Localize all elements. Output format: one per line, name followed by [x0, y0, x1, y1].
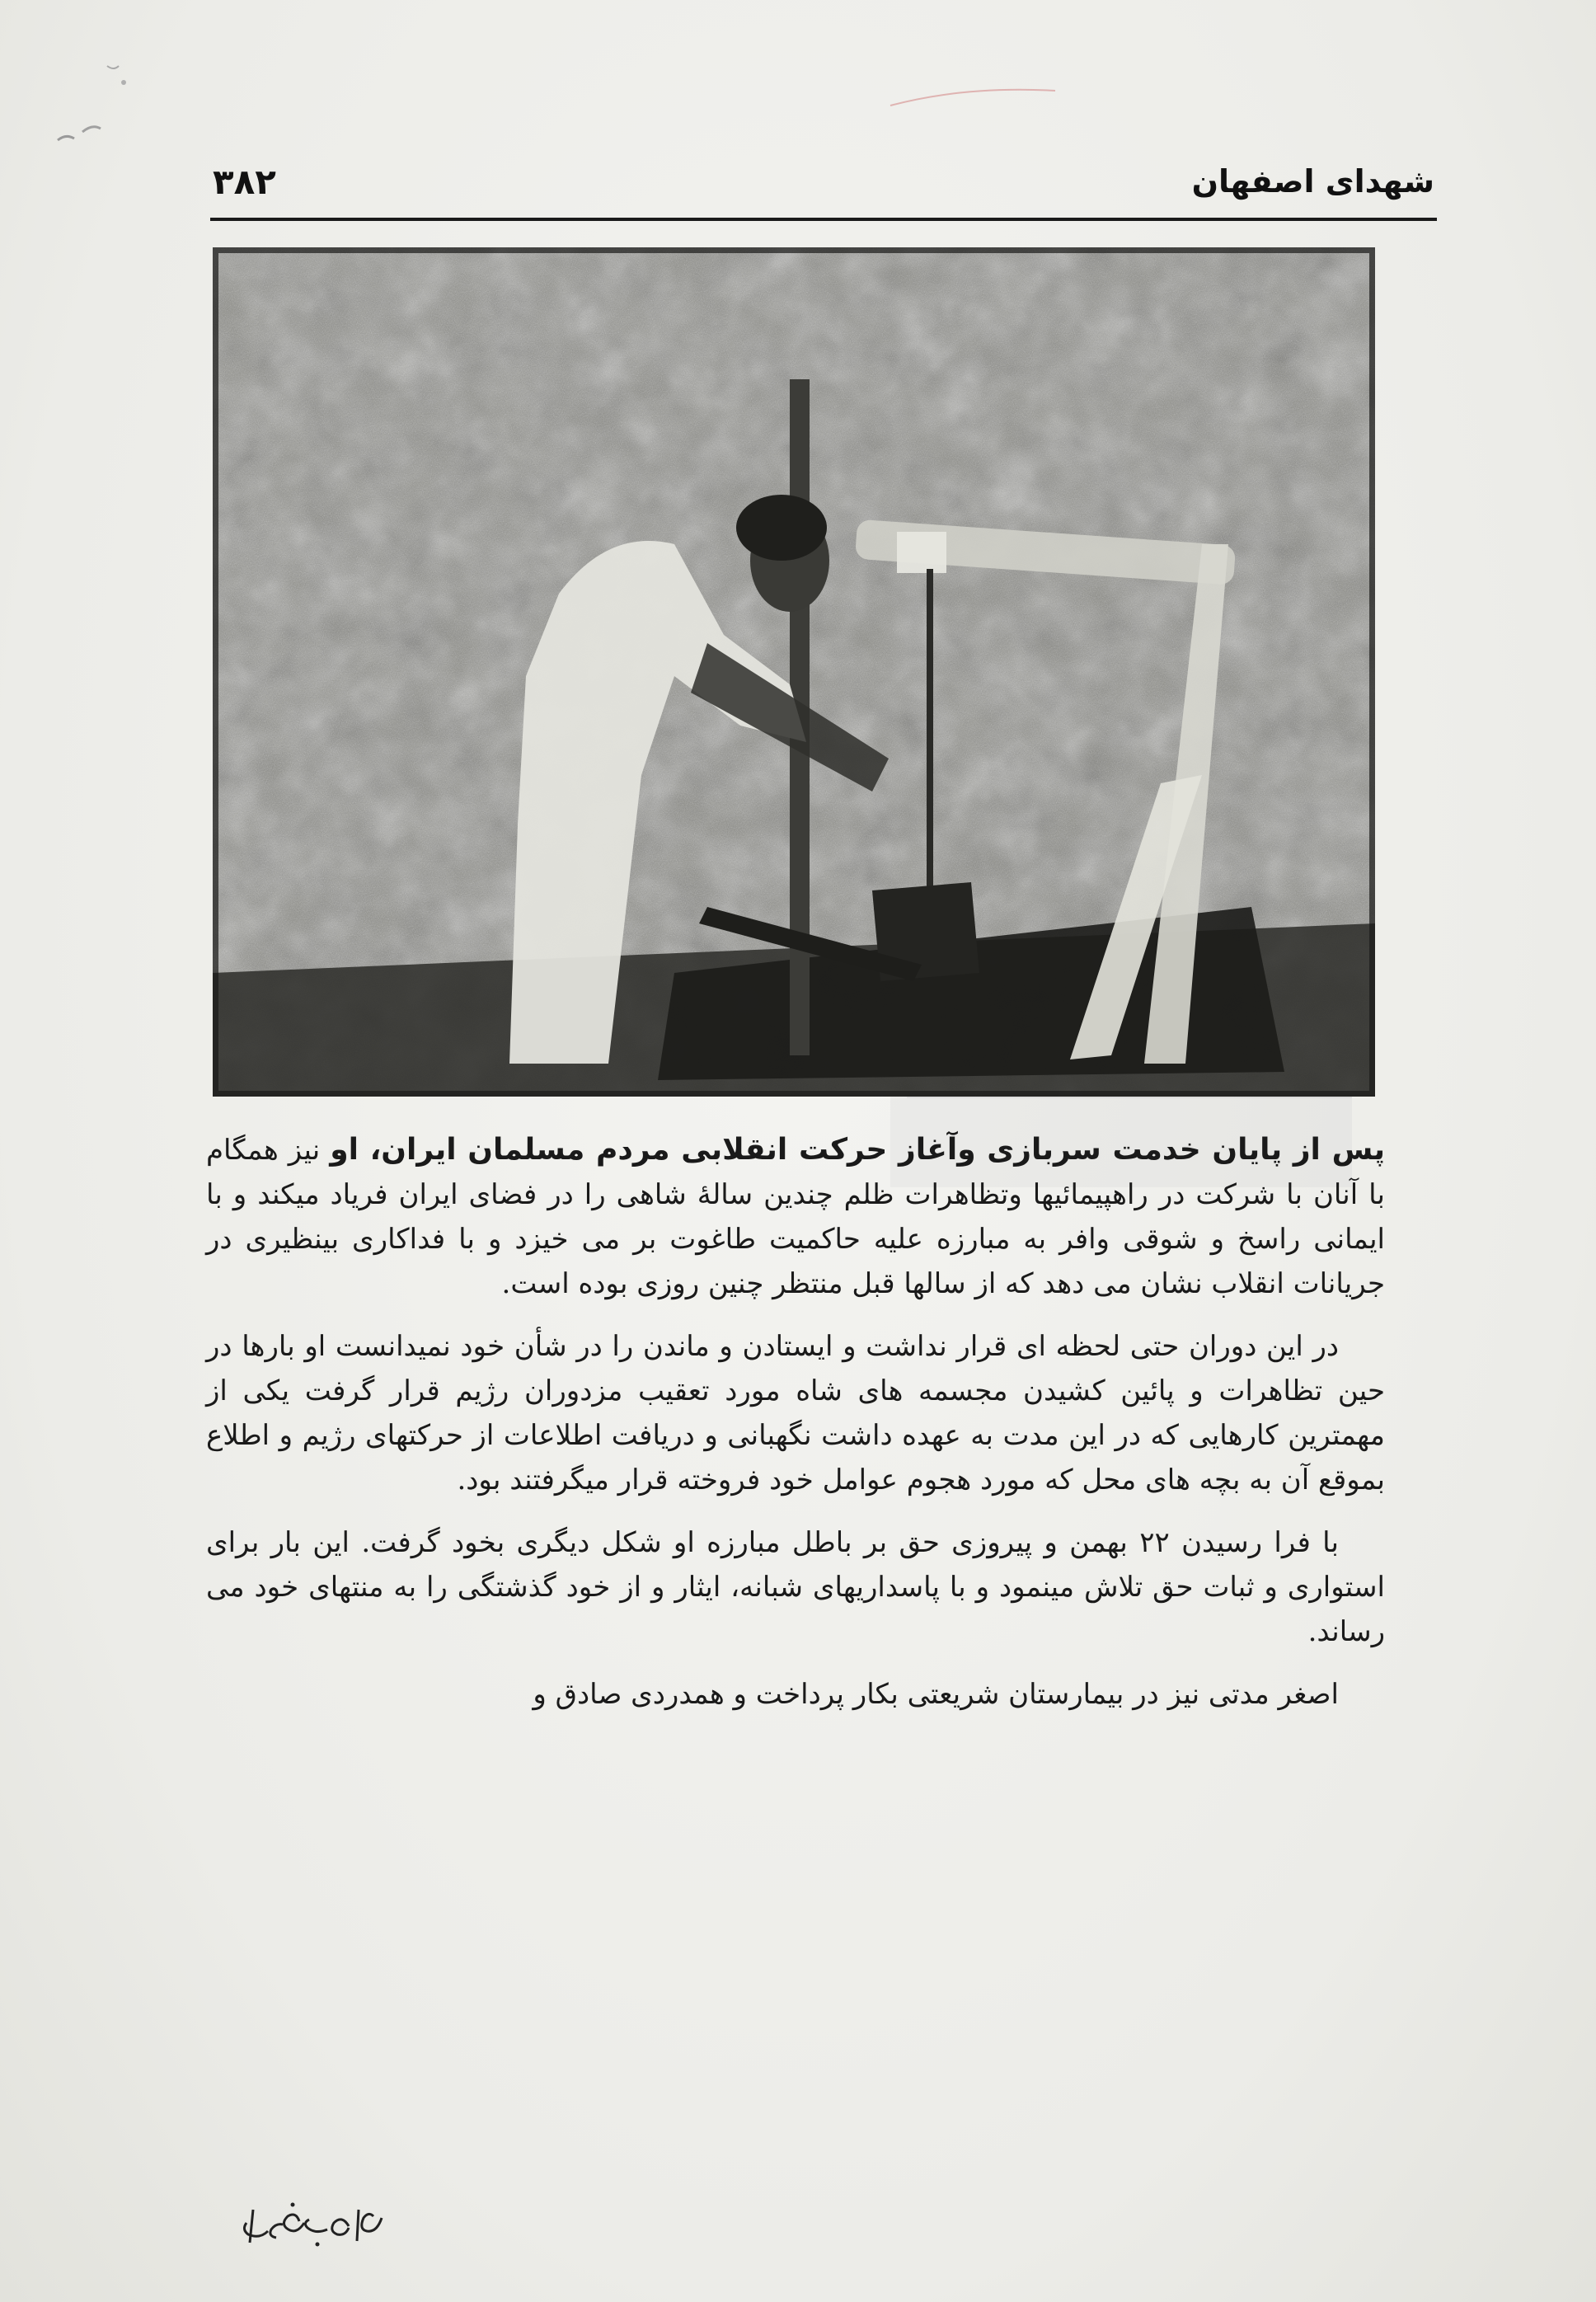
paragraph-4: اصغر مدتی نیز در بیمارستان شریعتی بکار پرداخت و همدردی صادق و — [533, 1678, 1339, 1711]
running-header — [213, 157, 1434, 219]
corner-smudge-icon — [33, 49, 157, 157]
photo-man-at-well-windlass-icon — [213, 247, 1375, 1097]
photo-man-at-well — [213, 247, 1375, 1097]
header-rule — [210, 218, 1437, 221]
handwritten-signature-icon — [235, 2193, 392, 2259]
paragraph-3: با فرا رسیدن ۲۲ بهمن و پیروزی حق بر باطل مبارزه او شکل دیگری بخود گرفت. این بار برای استواری و ثبات حق تلاش مینمود و با پاسداریهای شبانه، ایثار و از خود گذشتگی را به منتهای خود می رساند. — [206, 1526, 1385, 1648]
running-title: شهدای اصفهان — [1191, 163, 1434, 200]
red-pen-mark-icon — [882, 81, 1063, 114]
signature — [235, 2193, 392, 2259]
page-number: ۳۸۲ — [213, 162, 276, 202]
lead-rest: نیز همگام با آنان با شرکت در راهپیمائیها وتظاهرات ظلم چندین سالهٔ شاهی را در فضای ایران فریاد میکند و با ایمانی راسخ و شوقی وافر به مبارزه علیه حاکمیت طاغوت بر می خیزد و با فداکاری بینظیری در جریانات انقلاب نشان می دهد که از سالها قبل منتظر چنین روزی بوده است. — [206, 1134, 1385, 1300]
article-body — [206, 1128, 1385, 1735]
paragraph-lead — [206, 1128, 1385, 1306]
lead-strong-line: پس از پایان خدمت سربازی وآغاز حرکت انقلابی مردم مسلمان ایران، او — [330, 1133, 1385, 1167]
paragraph-2: در این دوران حتی لحظه ای قرار نداشت و ایستادن و ماندن را در شأن خود نمیدانست او بارها در حین تظاهرات و پائین کشیدن مجسمه های شاه مورد تعقیب مزدوران رژیم قرار گرفت یکی از مهمترین کارهایی که در این مدت به عهده داشت نگهبانی و دریافت اطلاعات از حرکتهای رژیم و اطلاع بموقع آن به بچه های محل که مورد هجوم عوامل خود فروخته قرار میگرفتند بود. — [206, 1330, 1385, 1496]
